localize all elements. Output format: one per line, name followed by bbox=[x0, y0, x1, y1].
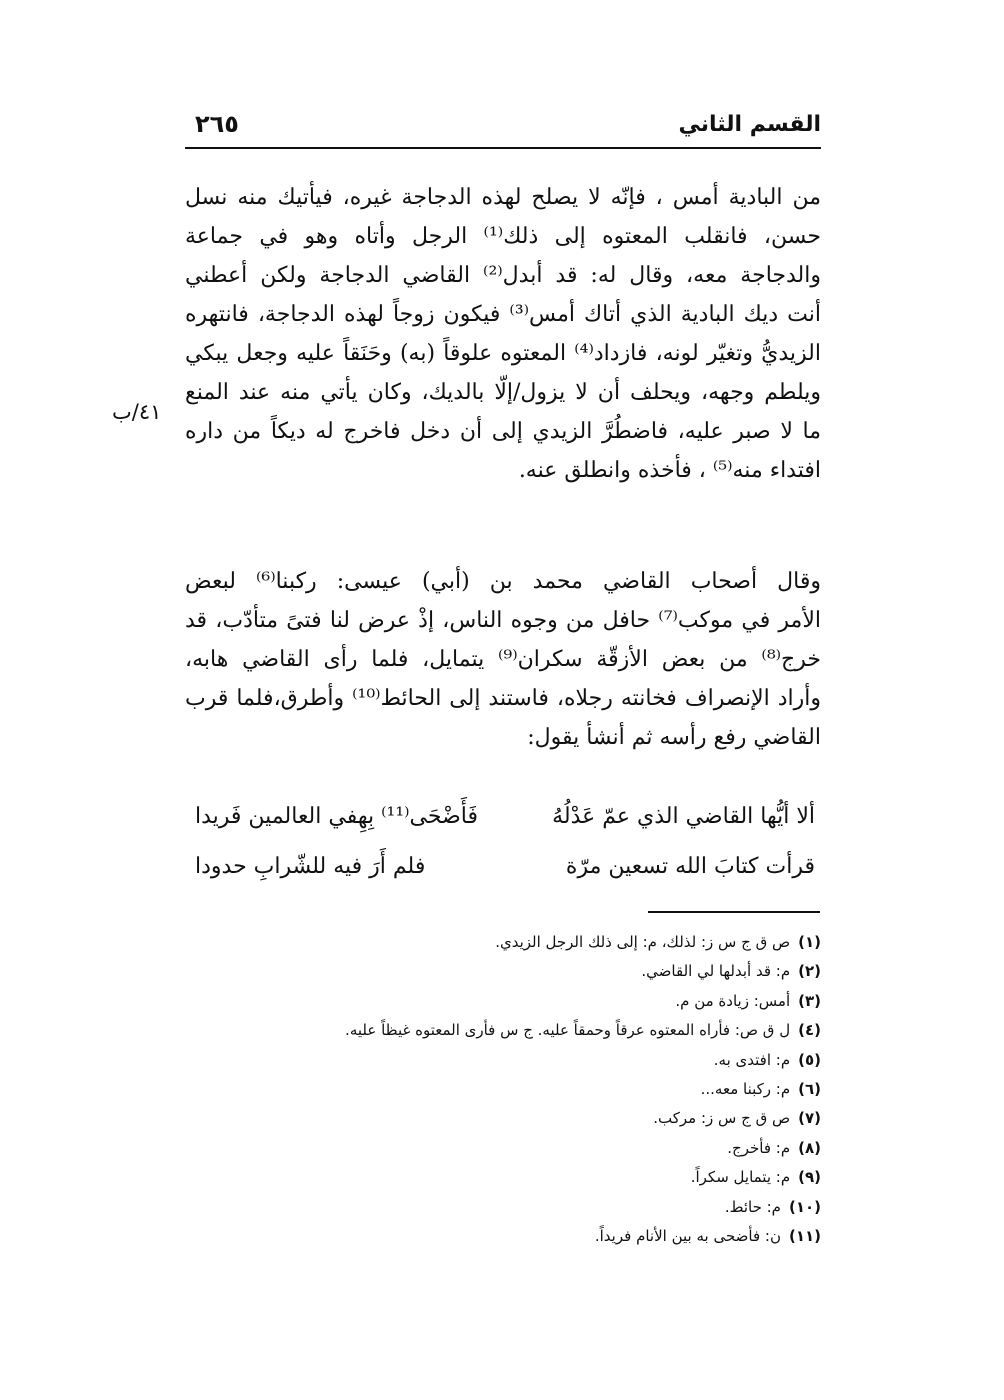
footnote-number: (١) bbox=[798, 933, 821, 951]
footnote-number: (٩) bbox=[798, 1168, 821, 1187]
footnote-number: (٥) bbox=[798, 1050, 821, 1069]
footnote-text: م: يتمايل سكراً. bbox=[690, 1168, 791, 1187]
footnote-number: (١١) bbox=[788, 1226, 821, 1245]
text-line: وأراد الإنصراف فخانته رجلاه، فاستند إلى الحائط⁽¹⁰⁾ وأطرق،فلما قرب bbox=[185, 686, 821, 711]
footnote-number: (٦) bbox=[798, 1079, 821, 1098]
footnote bbox=[221, 1222, 821, 1251]
footnote-text: م: حائط. bbox=[724, 1197, 781, 1216]
poem-verse bbox=[195, 800, 815, 850]
footnote bbox=[221, 987, 821, 1016]
footnote-number: (٣) bbox=[798, 991, 821, 1010]
footnote-number: (١٠) bbox=[788, 1197, 821, 1216]
footnote bbox=[221, 1075, 821, 1104]
text-line: من البادية أمس ، فإنّه لا يصلح لهذه الدجاجة غيره، فيأتيك منه نسل bbox=[185, 185, 821, 210]
verse-first-hemistich: قرأت كتابَ الله تسعين مرّة bbox=[565, 854, 815, 879]
footnote-text: م: فأخرج. bbox=[727, 1138, 791, 1157]
margin-folio-note: ٤١/ب bbox=[112, 400, 162, 424]
footnote-number: (٤) bbox=[798, 1021, 821, 1040]
footnote bbox=[221, 1134, 821, 1163]
text-line: وقال أصحاب القاضي محمد بن (أبي) عيسى: ركبنا⁽⁶⁾ لبعض bbox=[185, 569, 821, 594]
text-line: ما لا صبر عليه، فاضطُرَّ الزيدي إلى أن دخل فاخرج له ديكاً من داره bbox=[185, 419, 821, 444]
footnote-rule bbox=[648, 911, 820, 913]
verse-second-hemistich: فَأَضْحَى⁽¹¹⁾ بِهِفي العالمين فَريدا bbox=[195, 804, 478, 829]
text-line: أنت ديك البادية الذي أتاك أمس⁽³⁾ فيكون زوجاً لهذه الدجاجة، فانتهره bbox=[185, 302, 821, 327]
footnote-text: م: قد أبدلها لي القاضي. bbox=[641, 962, 791, 981]
section-title: القسم الثاني bbox=[678, 112, 821, 137]
footnote-text: م: ركبنا معه... bbox=[700, 1079, 791, 1098]
poem-verse bbox=[195, 850, 815, 900]
paragraph-2 bbox=[185, 562, 821, 757]
footnote bbox=[221, 928, 821, 957]
footnote-number: (٧) bbox=[798, 1109, 821, 1128]
footnote-number: (٨) bbox=[798, 1138, 821, 1157]
footnote bbox=[221, 1046, 821, 1075]
text-line: والدجاجة معه، وقال له: قد أبدل⁽²⁾ القاضي الدجاجة ولكن أعطني bbox=[185, 263, 821, 288]
footnote-text: م: افتدى به. bbox=[713, 1050, 791, 1069]
footnote-text: ص ق ج س ز: لذلك، م: إلى ذلك الرجل الزيدي. bbox=[495, 933, 791, 951]
text-line: افتداء منه⁽⁵⁾ ، فأخذه وانطلق عنه. bbox=[518, 458, 821, 483]
footnote-text: ن: فأضحى به بين الأنام فريداً. bbox=[594, 1226, 781, 1245]
footnote-text: ل ق ص: فأراه المعتوه عرقاً وحمقاً عليه. ج س فأرى المعتوه غيظاً عليه. bbox=[345, 1021, 791, 1040]
text-line: القاضي رفع رأسه ثم أنشأ يقول: bbox=[527, 725, 821, 750]
text-line: حسن، فانقلب المعتوه إلى ذلك⁽¹⁾ الرجل وأتاه وهو في جماعة bbox=[185, 224, 821, 249]
page-number: ٢٦٥ bbox=[195, 110, 239, 138]
text-line: الأمر في موكب⁽⁷⁾ حافل من وجوه الناس، إذْ عرض لنا فتىً متأدّب، قد bbox=[185, 608, 821, 633]
paragraph-1 bbox=[185, 178, 821, 490]
footnote bbox=[221, 1104, 821, 1133]
footnote bbox=[221, 957, 821, 986]
header-rule bbox=[185, 147, 821, 149]
verse-first-hemistich: ألا أيُّها القاضي الذي عمّ عَدْلُهُ bbox=[552, 804, 815, 829]
poem bbox=[195, 800, 815, 900]
page-header bbox=[185, 108, 821, 144]
text-line: الزيديُّ وتغيّر لونه، فازداد⁽⁴⁾ المعتوه علوقاً (به) وحَنَقاً عليه وجعل يبكي bbox=[185, 341, 821, 366]
footnote bbox=[221, 1163, 821, 1192]
footnote-number: (٢) bbox=[798, 962, 821, 981]
text-line: ويلطم وجهه، ويحلف أن لا يزول/إلّا بالديك، وكان يأتي منه عند المنع bbox=[185, 380, 821, 405]
footnote-text: ص ق ج س ز: مركب. bbox=[653, 1109, 791, 1128]
footnotes bbox=[221, 928, 821, 1251]
verse-second-hemistich: فلم أَرَ فيه للشّرابِ حدودا bbox=[195, 854, 426, 879]
footnote bbox=[221, 1193, 821, 1222]
footnote-text: أمس: زيادة من م. bbox=[675, 991, 791, 1010]
footnote bbox=[221, 1016, 821, 1045]
text-line: خرج⁽⁸⁾ من بعض الأزقّة سكران⁽⁹⁾ يتمايل، فلما رأى القاضي هابه، bbox=[185, 647, 821, 672]
